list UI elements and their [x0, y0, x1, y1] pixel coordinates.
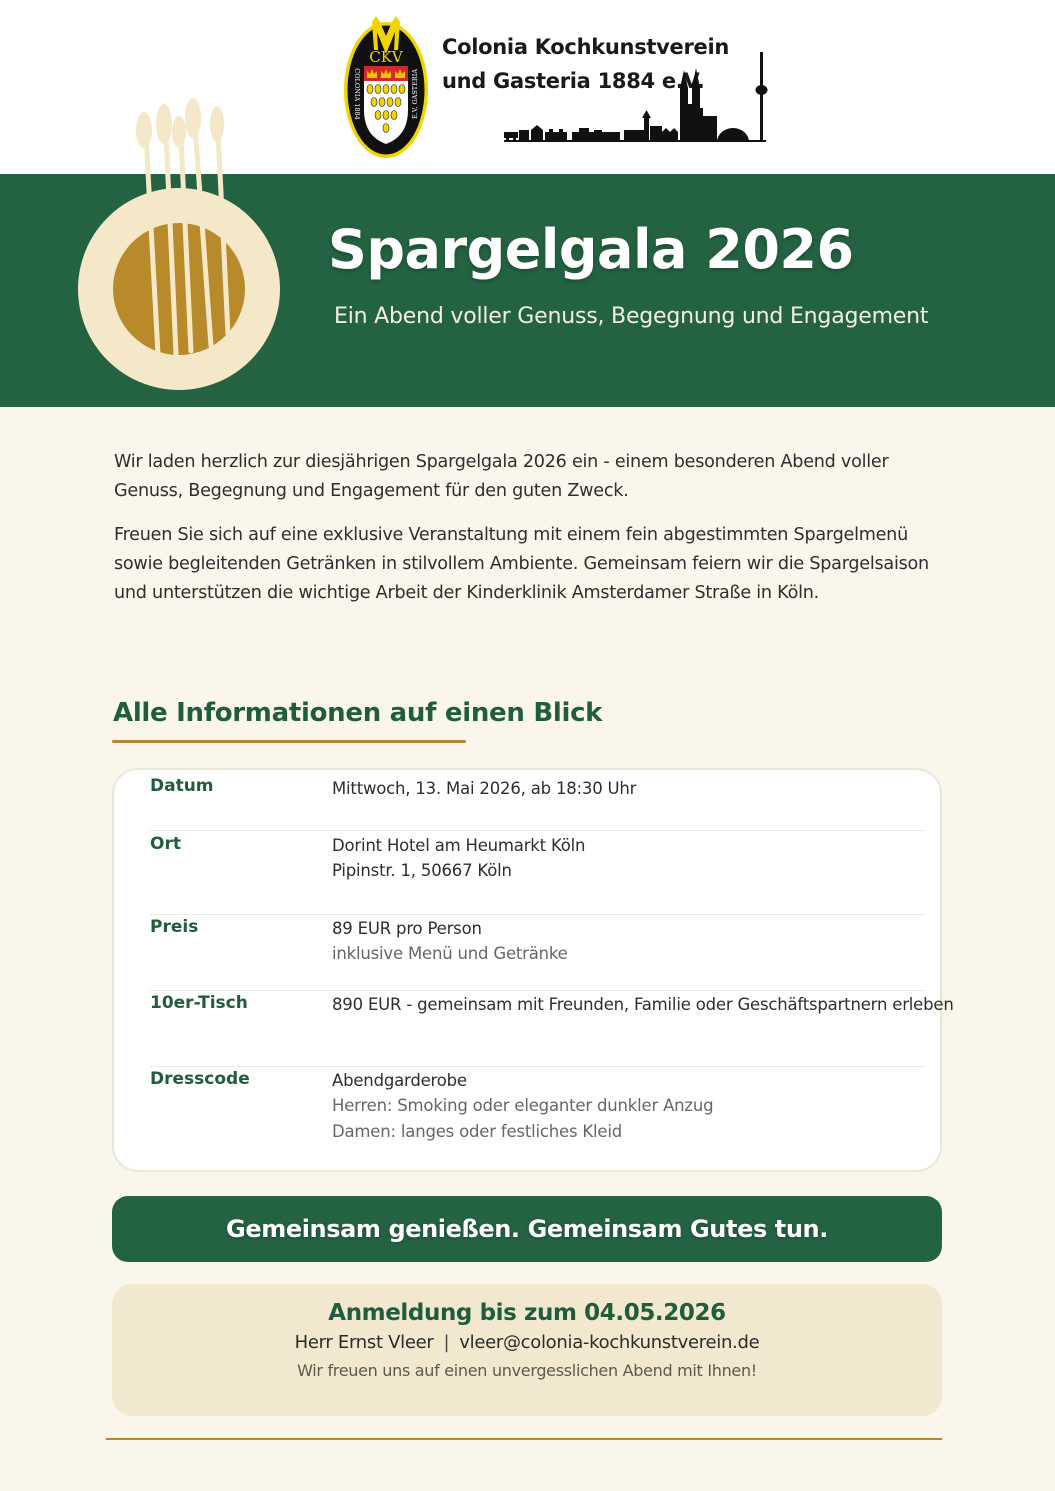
info-row-10er-tisch: [150, 990, 954, 1066]
info-row-preis: [150, 914, 926, 990]
info-row-dresscode: [150, 1066, 926, 1166]
info-label: Dresscode: [150, 1069, 250, 1089]
info-label: Datum: [150, 776, 214, 796]
emblem-initials: CKV: [369, 48, 403, 66]
title-underline: [112, 740, 466, 743]
emblem-ring-left: COLONIA 1884: [353, 68, 361, 120]
event-subtitle: Ein Abend voller Genuss, Begegnung und Engagement: [334, 304, 929, 329]
info-label: 10er-Tisch: [150, 993, 248, 1013]
tagline-banner: Gemeinsam genießen. Gemeinsam Gutes tun.: [112, 1196, 942, 1262]
info-label: Preis: [150, 917, 199, 937]
club-name-line1: Colonia Kochkunstverein: [442, 35, 730, 59]
club-logo: [342, 14, 782, 164]
info-value-address: Pipinstr. 1, 50667 Köln: [332, 861, 512, 880]
info-value: 89 EUR pro Person: [332, 919, 482, 938]
club-name-line2: und Gasteria 1884 e.V.: [442, 69, 705, 93]
info-label: Ort: [150, 834, 181, 854]
intro-paragraph: Freuen Sie sich auf eine exklusive Veranstaltung mit einem fein abgestimmten Spargelmenü sowie begleitenden Getränken in stilvollem Ambiente. Gemeinsam feiern wir die Spargelsaison und unterstützen die wichtige Arbeit der Kinderklinik Amsterdamer Straße in Köln.: [114, 525, 929, 603]
info-row-ort: [150, 830, 926, 914]
info-row-datum: [150, 776, 926, 830]
info-section-title: Alle Informationen auf einen Blick: [113, 698, 603, 728]
info-value-note: Damen: langes oder festliches Kleid: [332, 1122, 623, 1141]
info-value: Abendgarderobe: [332, 1071, 467, 1090]
contact-email-link[interactable]: vleer@colonia-kochkunstverein.de: [459, 1332, 760, 1353]
intro-text: [114, 448, 954, 623]
info-card: [112, 768, 954, 1172]
info-value-note: Herren: Smoking oder eleganter dunkler Anzug: [332, 1096, 714, 1115]
registration-deadline: Anmeldung bis zum 04.05.2026: [328, 1300, 726, 1326]
footer-divider: [106, 1438, 942, 1440]
registration-note: Wir freuen uns auf einen unvergesslichen Abend mit Ihnen!: [297, 1361, 757, 1380]
info-value: 890 EUR - gemeinsam mit Freunden, Familie oder Geschäftspartnern erleben: [332, 995, 954, 1014]
info-value: Mittwoch, 13. Mai 2026, ab 18:30 Uhr: [332, 779, 637, 798]
info-value-note: inklusive Menü und Getränke: [332, 944, 568, 963]
intro-paragraph: Wir laden herzlich zur diesjährigen Spargelgala 2026 ein - einem besonderen Abend voller Genuss, Begegnung und Engagement für den guten Zweck.: [114, 452, 889, 501]
cologne-skyline-icon: [504, 52, 780, 144]
club-crest-icon: [342, 14, 430, 160]
event-title: Spargelgala 2026: [328, 218, 854, 281]
registration-contact: [112, 1332, 942, 1353]
contact-separator: |: [443, 1332, 450, 1353]
emblem-ring-right: E.V. GASTERIA: [411, 68, 419, 120]
asparagus-plate-icon: [76, 96, 282, 392]
registration-box: [112, 1284, 942, 1416]
info-value: Dorint Hotel am Heumarkt Köln: [332, 836, 586, 855]
contact-name: Herr Ernst Vleer: [294, 1332, 434, 1353]
